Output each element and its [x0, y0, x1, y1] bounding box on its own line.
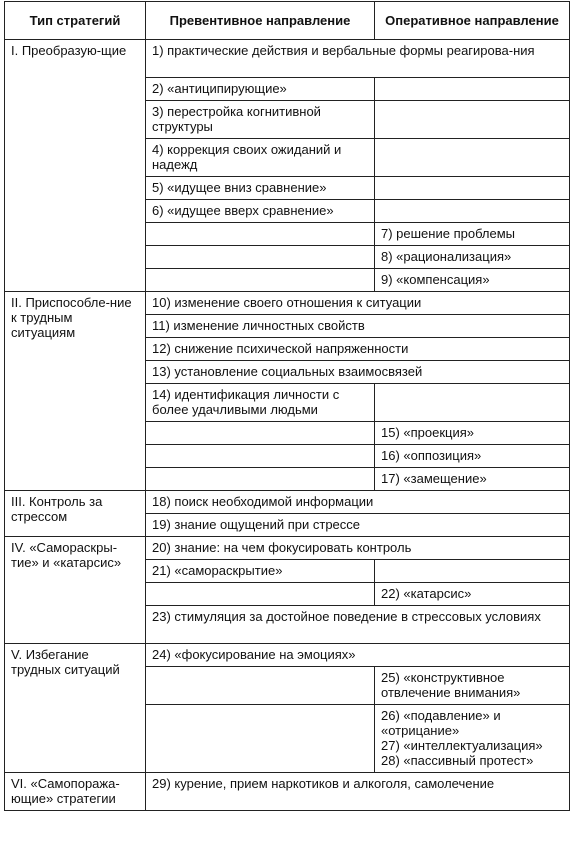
strategy-type-cell: IV. «Самораскры-тие» и «катарсис» — [5, 537, 146, 644]
preventive-cell — [146, 468, 375, 491]
operative-cell — [375, 384, 570, 422]
preventive-cell — [146, 445, 375, 468]
preventive-cell: 6) «идущее вверх сравнение» — [146, 200, 375, 223]
preventive-cell — [146, 246, 375, 269]
operative-cell: 16) «оппозиция» — [375, 445, 570, 468]
table-row — [5, 292, 570, 315]
shared-strategy-cell: 10) изменение своего отношения к ситуации — [146, 292, 570, 315]
operative-cell — [375, 139, 570, 177]
preventive-cell: 14) идентификация личности с более удачливыми людьми — [146, 384, 375, 422]
strategy-table — [4, 1, 570, 811]
shared-strategy-cell: 12) снижение психической напряженности — [146, 338, 570, 361]
strategy-type-cell: V. Избегание трудных ситуаций — [5, 644, 146, 773]
shared-strategy-cell: 1) практические действия и вербальные формы реагирова-ния — [146, 40, 570, 78]
header-operative: Оперативное направление — [375, 2, 570, 40]
preventive-cell: 21) «самораскрытие» — [146, 560, 375, 583]
preventive-cell: 3) перестройка когнитивной структуры — [146, 101, 375, 139]
header-preventive: Превентивное направление — [146, 2, 375, 40]
preventive-cell — [146, 667, 375, 705]
operative-cell — [375, 560, 570, 583]
operative-cell: 22) «катарсис» — [375, 583, 570, 606]
operative-cell: 8) «рационализация» — [375, 246, 570, 269]
preventive-cell — [146, 269, 375, 292]
header-row — [5, 2, 570, 40]
operative-cell — [375, 101, 570, 139]
preventive-cell: 4) коррекция своих ожиданий и надежд — [146, 139, 375, 177]
shared-strategy-cell: 13) установление социальных взаимосвязей — [146, 361, 570, 384]
shared-strategy-cell: 18) поиск необходимой информации — [146, 491, 570, 514]
shared-strategy-cell: 29) курение, прием наркотиков и алкоголя, самолечение — [146, 773, 570, 811]
operative-cell: 9) «компенсация» — [375, 269, 570, 292]
preventive-cell — [146, 583, 375, 606]
operative-cell: 17) «замещение» — [375, 468, 570, 491]
preventive-cell — [146, 705, 375, 773]
shared-strategy-cell: 24) «фокусирование на эмоциях» — [146, 644, 570, 667]
preventive-cell: 2) «антиципирующие» — [146, 78, 375, 101]
table-row — [5, 537, 570, 560]
operative-cell — [375, 200, 570, 223]
operative-cell: 15) «проекция» — [375, 422, 570, 445]
table-row — [5, 773, 570, 811]
table-body — [5, 40, 570, 811]
operative-cell — [375, 177, 570, 200]
table-row — [5, 644, 570, 667]
preventive-cell: 5) «идущее вниз сравнение» — [146, 177, 375, 200]
strategy-type-cell: I. Преобразую-щие — [5, 40, 146, 292]
strategy-type-cell: III. Контроль за стрессом — [5, 491, 146, 537]
operative-cell: 26) «подавление» и «отрицание» 27) «интеллектуализация» 28) «пассивный протест» — [375, 705, 570, 773]
table-row — [5, 40, 570, 78]
shared-strategy-cell: 20) знание: на чем фокусировать контроль — [146, 537, 570, 560]
table-row — [5, 491, 570, 514]
preventive-cell — [146, 422, 375, 445]
operative-cell: 25) «конструктивное отвлечение внимания» — [375, 667, 570, 705]
shared-strategy-cell: 11) изменение личностных свойств — [146, 315, 570, 338]
shared-strategy-cell: 23) стимуляция за достойное поведение в стрессовых условиях — [146, 606, 570, 644]
operative-cell — [375, 78, 570, 101]
strategy-type-cell: VI. «Самопоража-ющие» стратегии — [5, 773, 146, 811]
shared-strategy-cell: 19) знание ощущений при стрессе — [146, 514, 570, 537]
preventive-cell — [146, 223, 375, 246]
strategy-type-cell: II. Приспособле-ние к трудным ситуациям — [5, 292, 146, 491]
header-type: Тип стратегий — [5, 2, 146, 40]
operative-cell: 7) решение проблемы — [375, 223, 570, 246]
